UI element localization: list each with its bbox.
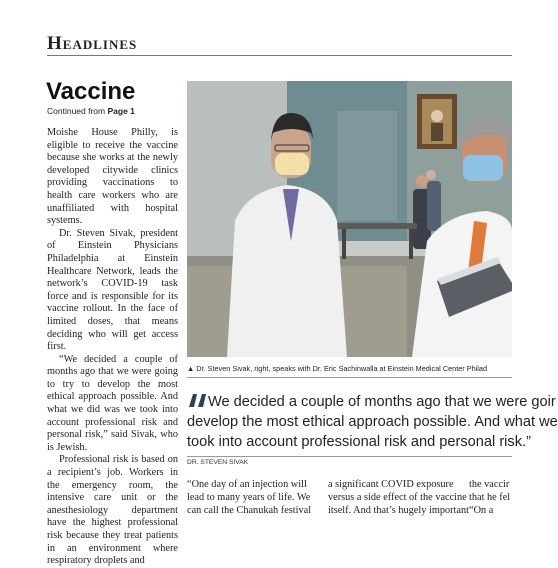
body-paragraph: Professional risk is based on a recipient’s job. Workers in the emergency room, the intensive care unit or the anesthesiology department have the highest professional risk because they treat patients in an environment where respiratory droplets and bbox=[47, 454, 178, 567]
body-line: “One day of an injection will bbox=[187, 479, 307, 490]
article-photo bbox=[187, 81, 512, 357]
caption-divider bbox=[187, 377, 512, 378]
body-line: the vaccir bbox=[469, 479, 510, 490]
body-line: itself. And that’s hugely important bbox=[328, 505, 469, 516]
body-line: “On a bbox=[469, 505, 494, 516]
bottom-column bbox=[469, 478, 529, 516]
section-divider bbox=[47, 55, 512, 56]
body-paragraph: Dr. Steven Sivak, president of Einstein Physicians Philadelphia at Einstein Healthcare Network, leads the network’s COVID-19 task force and is responsible for its vaccine rollout. In the face of limited doses, that means deciding who will get access first. bbox=[47, 227, 178, 353]
pull-quote-text: We decided a couple of months ago that we were goir bbox=[208, 394, 556, 410]
bottom-column bbox=[328, 478, 469, 516]
section-title: Headlines bbox=[47, 33, 138, 54]
pull-quote-attribution: DR. STEVEN SIVAK bbox=[187, 459, 249, 466]
pull-quote-line bbox=[187, 392, 556, 412]
bottom-column bbox=[187, 478, 320, 516]
body-paragraph: Moishe House Philly, is eligible to receive the vaccine because she works at the newly developed citywide clinics providing vaccinations to health care workers who are unaffiliated with hospital systems. bbox=[47, 127, 178, 227]
pull-quote-line: develop the most ethical approach possible. And what we bbox=[187, 414, 558, 430]
quote-mark-icon bbox=[187, 394, 207, 407]
pull-quote bbox=[187, 392, 558, 452]
body-paragraph: “We decided a couple of months ago that we were going to try to develop the most ethical approach possible. And what we did was we took into account professional risk and personal risk,” said Sivak, who is Jewish. bbox=[47, 353, 178, 453]
article-body-column bbox=[47, 127, 178, 567]
body-line: a significant COVID exposure bbox=[328, 479, 454, 490]
attribution-divider bbox=[187, 456, 512, 457]
body-line: lead to many years of life. We bbox=[187, 492, 311, 503]
pull-quote-line: took into account professional risk and personal risk.” bbox=[187, 434, 531, 450]
photo-caption: ▲ Dr. Steven Sivak, right, speaks with Dr. Eric Sachinwalla at Einstein Medical Center Philad bbox=[187, 364, 488, 373]
article-headline: Vaccine bbox=[46, 78, 136, 105]
body-line: versus a side effect of the vaccine bbox=[328, 492, 467, 503]
continued-from bbox=[47, 106, 135, 116]
body-line: can call the Chanukah festival bbox=[187, 505, 312, 516]
body-line: that he fel bbox=[469, 492, 511, 503]
continued-prefix: Continued from bbox=[47, 106, 108, 116]
continued-page-link[interactable]: Page 1 bbox=[107, 106, 135, 116]
